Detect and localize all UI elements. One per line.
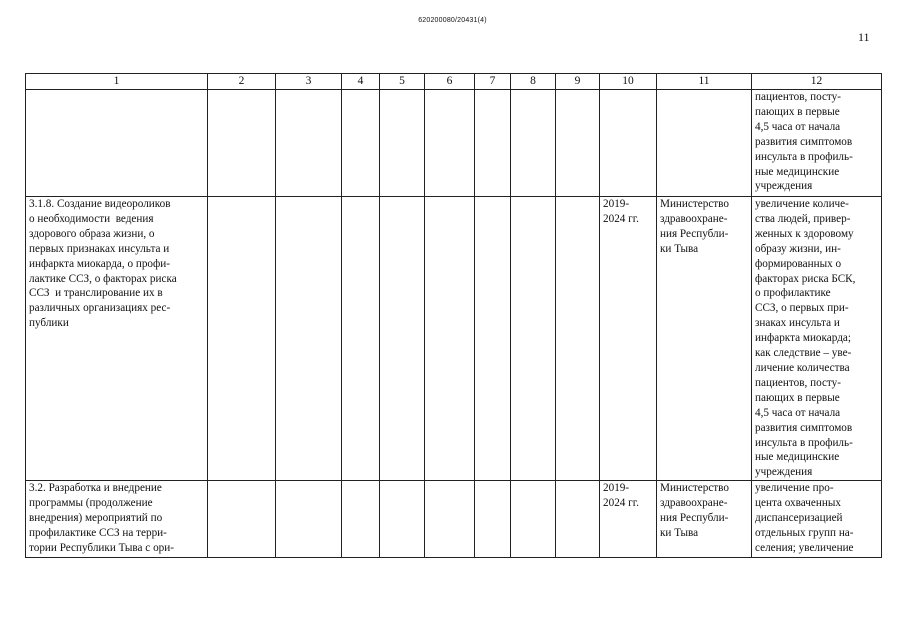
empty-cell — [208, 481, 276, 558]
empty-cell — [208, 90, 276, 197]
column-header-7: 7 — [475, 74, 511, 90]
empty-cell — [425, 481, 475, 558]
table-row — [26, 197, 882, 481]
measure-cell: 3.2. Разработка и внедрение программы (продолжение внедрения) мероприятий по профилактике ССЗ на терри- тории Республики Тыва с ори- — [26, 481, 208, 558]
empty-cell — [556, 481, 600, 558]
measures-table — [25, 73, 882, 558]
responsible-cell: Министерство здравоохране- ния Республи- ки Тыва — [657, 197, 752, 481]
empty-cell — [511, 481, 556, 558]
result-cell: увеличение количе- ства людей, привер- женных к здоровому образу жизни, ин- формированных о факторах риска БСК, о профилактике ССЗ, о первых при- знаках инсульта и инфаркта миокарда; как следствие – уве- личение количества пациентов, посту- пающих в первые 4,5 часа от начала развития симптомов инсульта в профиль- ные медицинские учреждения — [752, 197, 882, 481]
empty-cell — [511, 90, 556, 197]
result-cell: увеличение про- цента охваченных диспансеризацией отдельных групп на- селения; увеличение — [752, 481, 882, 558]
column-header-9: 9 — [556, 74, 600, 90]
empty-cell — [342, 197, 380, 481]
responsible-cell: Министерство здравоохране- ния Республи- ки Тыва — [657, 481, 752, 558]
empty-cell — [380, 481, 425, 558]
column-header-12: 12 — [752, 74, 882, 90]
empty-cell — [342, 481, 380, 558]
column-header-6: 6 — [425, 74, 475, 90]
period-cell — [600, 90, 657, 197]
column-header-4: 4 — [342, 74, 380, 90]
empty-cell — [342, 90, 380, 197]
column-header-8: 8 — [511, 74, 556, 90]
table-header-row — [26, 74, 882, 90]
table-row — [26, 481, 882, 558]
column-header-10: 10 — [600, 74, 657, 90]
column-header-1: 1 — [26, 74, 208, 90]
empty-cell — [380, 197, 425, 481]
empty-cell — [208, 197, 276, 481]
responsible-cell — [657, 90, 752, 197]
empty-cell — [276, 197, 342, 481]
period-cell: 2019- 2024 гг. — [600, 481, 657, 558]
empty-cell — [380, 90, 425, 197]
empty-cell — [425, 197, 475, 481]
empty-cell — [276, 481, 342, 558]
document-id: 620200080/20431(4) — [418, 17, 487, 24]
table-row — [26, 90, 882, 197]
measure-cell — [26, 90, 208, 197]
empty-cell — [276, 90, 342, 197]
column-header-11: 11 — [657, 74, 752, 90]
column-header-3: 3 — [276, 74, 342, 90]
period-cell: 2019- 2024 гг. — [600, 197, 657, 481]
empty-cell — [511, 197, 556, 481]
page-number: 11 — [858, 30, 870, 44]
empty-cell — [475, 90, 511, 197]
empty-cell — [425, 90, 475, 197]
empty-cell — [556, 90, 600, 197]
column-header-2: 2 — [208, 74, 276, 90]
empty-cell — [556, 197, 600, 481]
column-header-5: 5 — [380, 74, 425, 90]
empty-cell — [475, 481, 511, 558]
measure-cell: 3.1.8. Создание видеороликов о необходимости ведения здорового образа жизни, о первых признаках инсульта и инфаркта миокарда, о профи- лактике ССЗ, о факторах риска ССЗ и транслирование их в различных организациях рес- публики — [26, 197, 208, 481]
result-cell: пациентов, посту- пающих в первые 4,5 часа от начала развития симптомов инсульта в профиль- ные медицинские учреждения — [752, 90, 882, 197]
empty-cell — [475, 197, 511, 481]
